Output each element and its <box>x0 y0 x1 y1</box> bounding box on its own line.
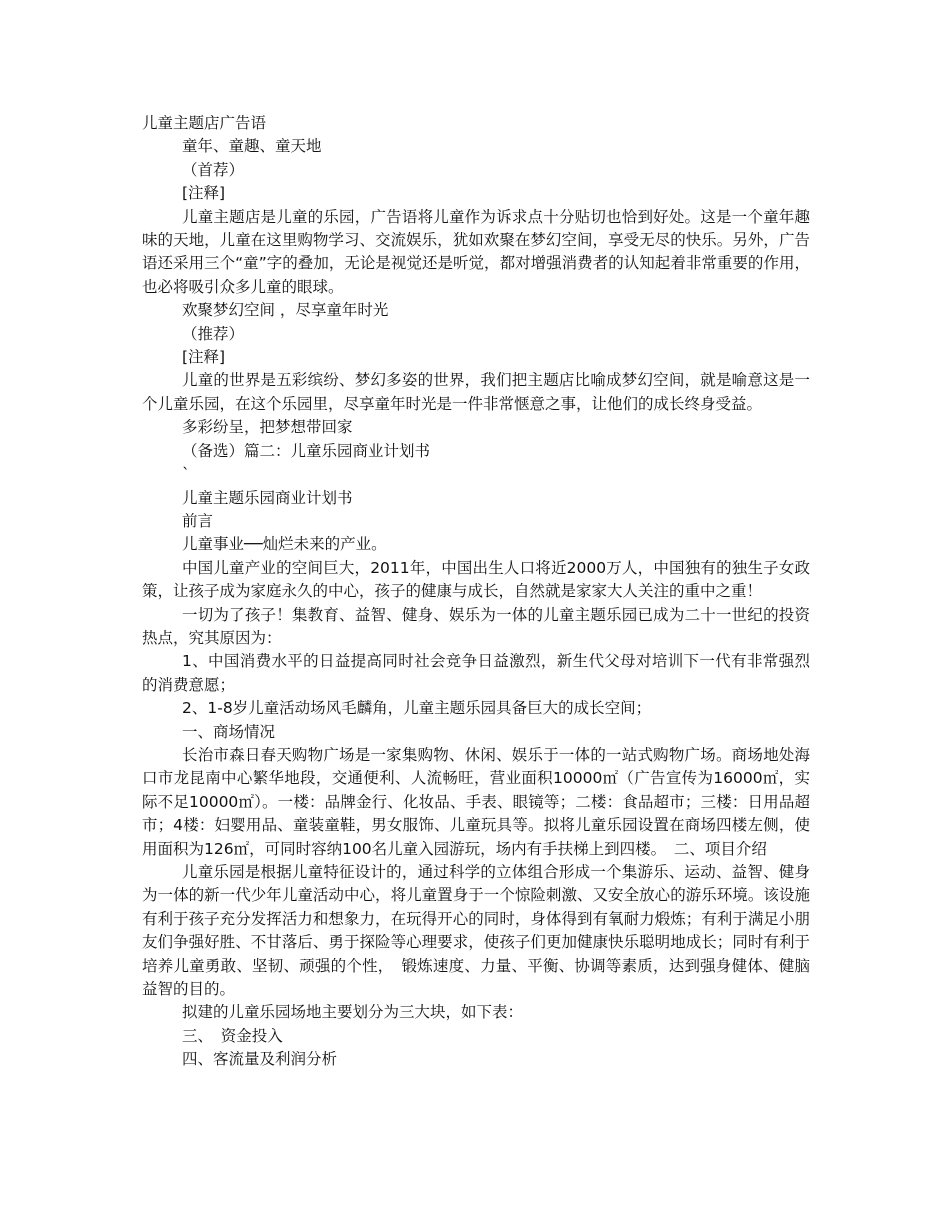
body-paragraph: 儿童乐园是根据儿童特征设计的，通过科学的立体组合形成一个集游乐、运动、益智、健身为一体的新一代少年儿童活动中心，将儿童置身于一个惊险刺激、又安全放心的游乐环境。该设施有利于孩子充分发挥活力和想象力，在玩得开心的同时，身体得到有氧耐力煅炼；有利于满足小朋友们争强好胜、不甘落后、勇于探险等心理要求，使孩子们更加健康快乐聪明地成长；同时有利于培养儿童勇敢、坚韧、顽强的个性， 锻炼速度、力量、平衡、协调等素质，达到强身健体、健脑益智的目的。 <box>142 863 810 999</box>
body-paragraph: 一切为了孩子！集教育、益智、健身、娱乐为一体的儿童主题乐园已成为二十一世纪的投资热点，究其原因为： <box>142 605 810 647</box>
document-body <box>142 112 810 1072</box>
slogan-primary: 童年、童趣、童天地 <box>182 137 322 156</box>
section-heading: 前言 <box>182 511 214 530</box>
slogan-secondary-tag: （推荐） <box>182 324 245 343</box>
slogan-alternate: 多彩纷呈，把梦想带回家 <box>182 418 353 437</box>
note-paragraph: 儿童的世界是五彩缤纷、梦幻多姿的世界，我们把主题店比喻成梦幻空间，就是喻意这是一个儿童乐园，在这个乐园里，尽享童年时光是一件非常惬意之事，让他们的成长终身受益。 <box>142 371 810 413</box>
section-heading: 四、客流量及利润分析 <box>182 1050 338 1069</box>
plan-title: 儿童主题乐园商业计划书 <box>182 488 353 507</box>
list-item: 2、1-8岁儿童活动场风毛麟角，儿童主题乐园具备巨大的成长空间； <box>182 699 652 718</box>
note-label: [注释] <box>182 348 226 367</box>
note-label: [注释] <box>182 184 226 203</box>
stray-mark: ` <box>182 465 190 484</box>
section-heading: （备选）篇二：儿童乐园商业计划书 <box>182 441 431 460</box>
slogan-secondary: 欢聚梦幻空间 ，尽享童年时光 <box>182 301 389 320</box>
foreword-tagline: 儿童事业──灿烂未来的产业。 <box>182 535 387 554</box>
section-heading: 三、 资金投入 <box>182 1026 283 1045</box>
note-paragraph: 儿童主题店是儿童的乐园，广告语将儿童作为诉求点十分贴切也恰到好处。这是一个童年趣味的天地，儿童在这里购物学习、交流娱乐，犹如欢聚在梦幻空间，享受无尽的快乐。另外，广告语还采用三个“童”字的叠加，无论是视觉还是听觉，都对增强消费者的认知起着非常重要的作用，也必将吸引众多儿童的眼球。 <box>142 207 810 296</box>
section-heading: 一、商场情况 <box>182 722 276 741</box>
list-item: 1、中国消费水平的日益提高同时社会竞争日益激烈，新生代父母对培训下一代有非常强烈的消费意愿； <box>142 652 810 694</box>
body-paragraph: 长治市森日春天购物广场是一家集购物、休闲、娱乐于一体的一站式购物广场。商场地处海口市龙昆南中心繁华地段，交通便利、人流畅旺，营业面积10000㎡（广告宣传为16000㎡，实际不足10000㎡）。一楼：品牌金行、化妆品、手表、眼镜等；二楼：食品超市；三楼：日用品超市；4楼：妇婴用品、童装童鞋，男女服饰、儿童玩具等。拟将儿童乐园设置在商场四楼左侧，使用面积为126㎡，可同时容纳100名儿童入园游玩，场内有手扶梯上到四楼。 二、项目介绍 <box>142 745 810 858</box>
document-title: 儿童主题店广告语 <box>142 114 267 132</box>
body-line: 拟建的儿童乐园场地主要划分为三大块，如下表： <box>182 1003 524 1022</box>
body-paragraph: 中国儿童产业的空间巨大，2011年，中国出生人口将近2000万人，中国独有的独生子女政策，让孩子成为家庭永久的中心，孩子的健康与成长，自然就是家家大人关注的重中之重！ <box>142 558 810 601</box>
slogan-primary-tag: （首荐） <box>182 160 245 179</box>
